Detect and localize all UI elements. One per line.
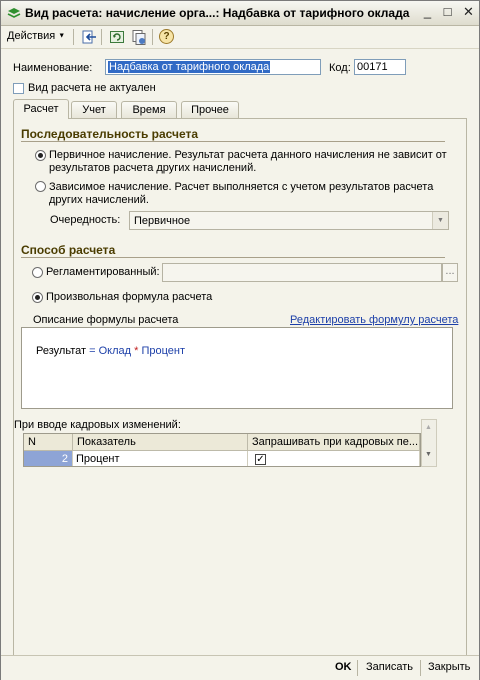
primary-text-line2: результатов расчета других начислений. (49, 162, 257, 174)
tab-accounting[interactable]: Учет (71, 101, 117, 118)
edit-formula-link[interactable]: Редактировать формулу расчета (290, 314, 459, 326)
formula-operator: * (134, 345, 139, 357)
title-bar[interactable] (1, 1, 479, 26)
cell-n: 2 (24, 451, 73, 467)
toolbar-separator (101, 29, 102, 45)
close-button[interactable]: ✕ (463, 4, 474, 19)
toolbar (1, 26, 479, 49)
arbitrary-formula-radio[interactable] (32, 292, 43, 303)
code-label: Код: (329, 62, 351, 74)
actions-menu[interactable] (7, 30, 65, 42)
dependent-radio[interactable] (35, 181, 46, 192)
order-select[interactable] (129, 211, 449, 230)
dependent-text-line2: других начислений. (49, 194, 149, 206)
order-value: Первичное (134, 215, 191, 227)
ok-button[interactable]: OK (335, 661, 352, 673)
code-value: 00171 (357, 61, 388, 73)
minimize-button[interactable]: _ (423, 4, 432, 19)
formula-description-label: Описание формулы расчета (33, 314, 179, 326)
name-input[interactable] (105, 59, 321, 75)
tab-time[interactable]: Время (121, 101, 177, 118)
post-close-icon[interactable] (81, 29, 97, 45)
formula-box[interactable] (21, 327, 453, 409)
column-header-indicator[interactable]: Показатель (73, 434, 248, 451)
name-value: Надбавка от тарифного оклада (109, 61, 270, 73)
cell-ask (248, 451, 420, 467)
window-title: Вид расчета: начисление орга...: Надбавка от тарифного оклада (25, 6, 410, 20)
name-label: Наименование: (13, 62, 93, 74)
bottom-bar (1, 655, 479, 680)
cell-indicator: Процент (73, 451, 248, 467)
order-label: Очередность: (50, 214, 121, 226)
regulated-label: Регламентированный: (46, 266, 160, 278)
toolbar-separator (152, 29, 153, 45)
ask-checkbox[interactable]: ✓ (256, 454, 265, 465)
regulated-select-button[interactable]: ... (442, 263, 458, 282)
help-icon[interactable]: ? (159, 29, 174, 44)
primary-text-line1: Первичное начисление. Результат расчета данного начисления не зависит от (49, 149, 447, 161)
column-header-ask[interactable]: Запрашивать при кадровых пе... (248, 434, 420, 451)
not-actual-label: Вид расчета не актуален (28, 82, 156, 94)
staff-changes-label: При вводе кадровых изменений: (14, 419, 181, 431)
formula-text (36, 345, 185, 357)
formula-operand-salary: Оклад (98, 345, 132, 357)
method-title: Способ расчета (21, 243, 116, 257)
copy-icon[interactable] (131, 29, 147, 45)
bottom-separator (357, 660, 358, 676)
chevron-down-icon[interactable]: ▼ (432, 212, 448, 229)
refresh-icon[interactable] (109, 29, 125, 45)
regulated-radio[interactable] (32, 267, 43, 278)
sequence-title: Последовательность расчета (21, 127, 199, 141)
bottom-separator (420, 660, 421, 676)
formula-operand-percent: Процент (141, 345, 186, 357)
formula-result: Результат (36, 345, 87, 357)
method-divider (21, 257, 445, 258)
sequence-divider (21, 141, 445, 142)
close-dialog-button[interactable]: Закрыть (428, 661, 471, 673)
dropdown-arrow-icon: ▼ (58, 32, 66, 40)
arbitrary-formula-label: Произвольная формула расчета (46, 291, 213, 303)
primary-radio[interactable] (35, 150, 46, 161)
staff-changes-table (23, 433, 421, 467)
dependent-text-line1: Зависимое начисление. Расчет выполняется с учетом результатов расчета (49, 181, 434, 193)
tab-calculation[interactable]: Расчет (13, 99, 69, 119)
app-icon (7, 7, 21, 19)
code-input[interactable] (354, 59, 406, 75)
column-header-n[interactable]: N (24, 434, 73, 451)
tab-other[interactable]: Прочее (181, 101, 239, 118)
not-actual-checkbox[interactable] (13, 83, 24, 94)
actions-label: Действия (7, 30, 56, 42)
toolbar-separator (73, 29, 74, 45)
save-button[interactable]: Записать (366, 661, 414, 673)
table-scrollbar[interactable] (421, 419, 437, 467)
regulated-input[interactable] (162, 263, 442, 282)
scroll-down-icon[interactable]: ▼ (425, 451, 432, 458)
formula-eq: = (89, 345, 96, 357)
maximize-button[interactable]: □ (443, 4, 452, 19)
scroll-up-icon[interactable]: ▲ (425, 424, 432, 431)
